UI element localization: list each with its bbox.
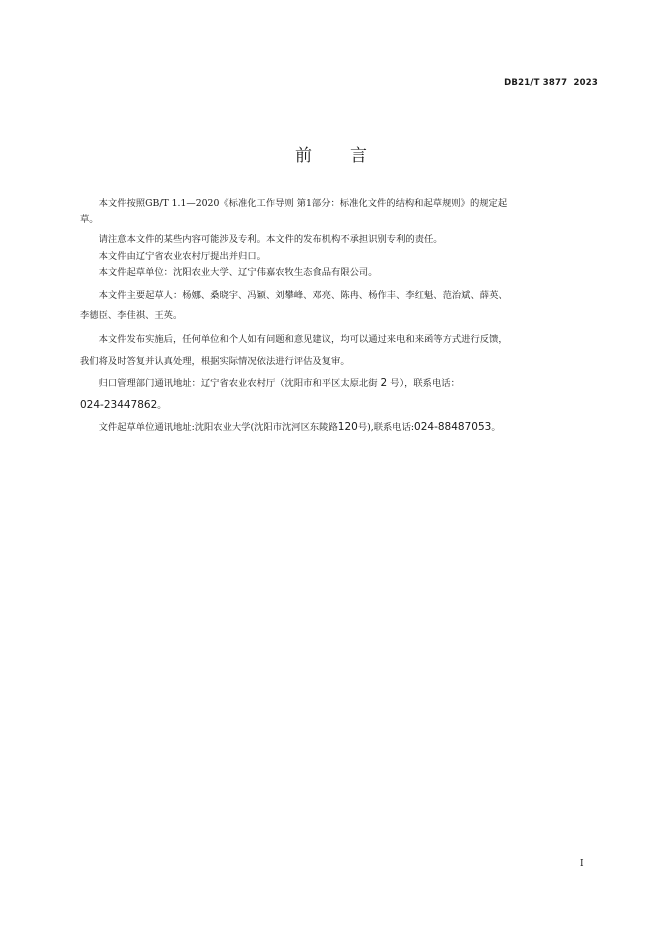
paragraph-proposer: 本文件由辽宁省农业农村厅提出并归口。 bbox=[80, 251, 266, 262]
paragraph-drafting-units: 本文件起草单位：沈阳农业大学、辽宁伟嘉农牧生态食品有限公司。 bbox=[80, 267, 378, 278]
paragraph-drafters-line2: 李德臣、李佳祺、王英。 bbox=[80, 310, 183, 321]
authority-address-text: 归口管理部门通讯地址：辽宁省农业农村厅（沈阳市和平区太原北街 bbox=[80, 378, 378, 389]
paragraph-drafters-line1: 本文件主要起草人：杨娜、桑晓宇、冯颖、刘攀峰、邓亮、陈冉、杨作丰、李红魁、范治斌、薛英、 bbox=[80, 290, 508, 301]
authority-phone-end: 。 bbox=[157, 400, 167, 411]
drafting-unit-phone-end: 。 bbox=[491, 422, 501, 433]
paragraph-feedback-line2: 我们将及时答复并认真处理，根据实际情况依法进行评估及复审。 bbox=[80, 356, 350, 367]
paragraph-authority-address-line1 bbox=[80, 375, 602, 389]
standard-code: DB21/T 3877 2023 bbox=[504, 78, 598, 88]
drafting-unit-phone-number: 024-88487053 bbox=[414, 421, 492, 433]
page-title: 前言 bbox=[295, 146, 405, 166]
authority-address-number: 2 bbox=[380, 377, 388, 389]
paragraph-drafting-unit-address bbox=[80, 419, 602, 433]
paragraph-feedback-line1: 本文件发布实施后，任何单位和个人如有问题和意见建议，均可以通过来电和来函等方式进行反馈， bbox=[80, 334, 508, 345]
drafting-unit-address-number: 120 bbox=[337, 421, 358, 433]
paragraph-authority-address-line2 bbox=[80, 397, 602, 411]
paragraph-basis-line1: 本文件按照GB/T 1.1—2020《标准化工作导则 第1部分：标准化文件的结构和起草规则》的规定起 bbox=[80, 198, 508, 209]
drafting-unit-phone-label: 号),联系电话: bbox=[357, 422, 415, 433]
authority-phone-number: 024-23447862 bbox=[80, 399, 158, 411]
authority-phone-label: 号），联系电话： bbox=[390, 378, 460, 389]
page-number: I bbox=[580, 859, 584, 869]
paragraph-basis-line2: 草。 bbox=[80, 214, 99, 225]
drafting-unit-address-text: 文件起草单位通讯地址:沈阳农业大学(沈阳市沈河区东陵路 bbox=[80, 422, 338, 433]
paragraph-patent: 请注意本文件的某些内容可能涉及专利。本文件的发布机构不承担识别专利的责任。 bbox=[80, 234, 443, 245]
